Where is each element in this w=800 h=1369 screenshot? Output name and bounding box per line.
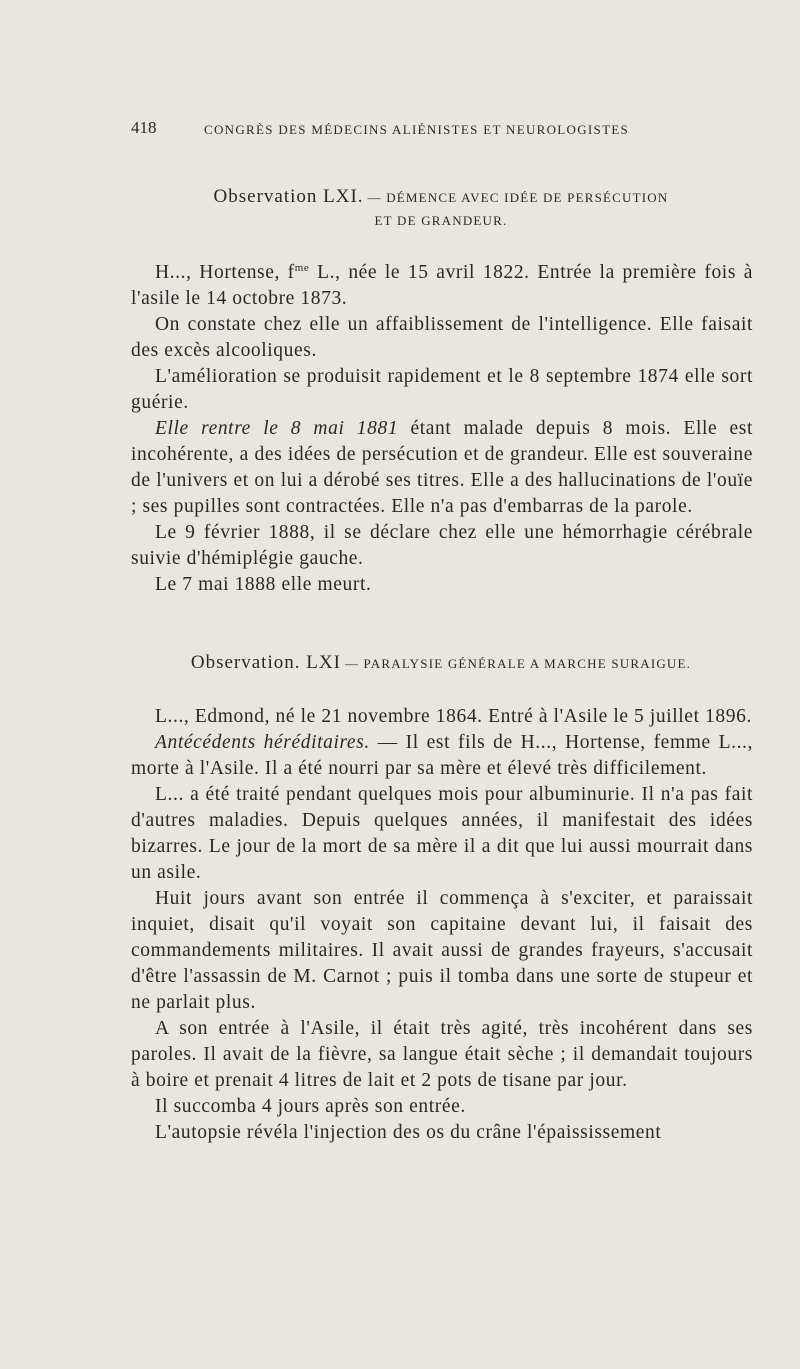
section2-body [131, 704, 753, 1146]
paragraph: Le 9 février 1888, il se déclare chez elle une hémorrhagie cérébrale suivie d'hémiplégie gauche. [131, 522, 753, 569]
paragraph: Huit jours avant son entrée il commença à s'exciter, et paraissait inquiet, disait qu'il voyait son capitaine devant lui, il faisait des commandements militaires. Il avait aussi de grandes frayeurs, s'accusait d'être l'assassin de M. Carnot ; puis il tomba dans une sorte de stupeur et ne parlait plus. [131, 888, 753, 1013]
section2-heading-lead: Observation. LXI [190, 652, 341, 673]
paragraph: Le 7 mai 1888 elle meurt. [155, 574, 372, 595]
italic-lead: Antécédents héréditaires. [155, 732, 370, 753]
paragraph: Antécédents héréditaires. — Il est fils de H..., Hortense, femme L..., morte à l'Asile. Il a été nourri par sa mère et élevé très difficilement. [131, 732, 754, 779]
italic-lead: Elle rentre le 8 mai 1881 [155, 418, 399, 439]
paragraph: A son entrée à l'Asile, il était très agité, très incohérent dans ses paroles. Il avait de la fièvre, sa langue était sèche ; il demandait toujours à boire et prenait 4 litres de lait et 2 pots de tisane par jour. [131, 1018, 753, 1091]
section1-heading-lead: Observation LXI. [213, 186, 364, 207]
paragraph: On constate chez elle un affaiblissement de l'intelligence. Elle faisait des excès alcooliques. [131, 314, 753, 361]
paragraph: L'amélioration se produisit rapidement et le 8 septembre 1874 elle sort guérie. [131, 366, 753, 413]
paragraph: L'autopsie révéla l'injection des os du crâne l'épaississement [155, 1122, 662, 1143]
running-head [131, 120, 731, 144]
paragraph: H..., Hortense, $f^{me}$ L., née le 15 avril 1822. Entrée la première fois à l'asile le 14 octobre 1873. [131, 262, 753, 309]
section1-body [131, 260, 753, 598]
section1-heading-line2 [131, 212, 751, 230]
page-number: 418 [131, 118, 157, 137]
paragraph: L... a été traité pendant quelques mois pour albuminurie. Il n'a pas fait d'autres maladies. Depuis quelques années, il manifestait des idées bizarres. Le jour de la mort de sa mère il a dit que lui aussi mourrait dans un asile. [131, 784, 753, 883]
paragraph: Il succomba 4 jours après son entrée. [155, 1096, 466, 1117]
section2-heading-rest: — PARALYSIE GÉNÉRALE A MARCHE SURAIGUE. [344, 656, 692, 671]
section1-heading-line2-text: ET DE GRANDEUR. [374, 213, 508, 228]
paragraph: L..., Edmond, né le 21 novembre 1864. Entré à l'Asile le 5 juillet 1896. [155, 706, 752, 727]
section1-heading [131, 186, 751, 208]
paragraph: Elle rentre le 8 mai 1881 étant malade depuis 8 mois. Elle est incohérente, a des idées de persécution et de grandeur. Elle est souveraine de l'univers et on lui a dérobé ses titres. Elle a des hallucinations de l'ouïe ; ses pupilles sont contractées. Elle n'a pas d'embarras de la parole. [131, 418, 754, 517]
section1-heading-rest: — DÉMENCE AVEC IDÉE DE PERSÉCUTION [367, 190, 669, 205]
section2-heading [131, 652, 751, 674]
running-title: CONGRÈS DES MÉDECINS ALIÉNISTES ET NEUROLOGISTES [204, 122, 630, 137]
